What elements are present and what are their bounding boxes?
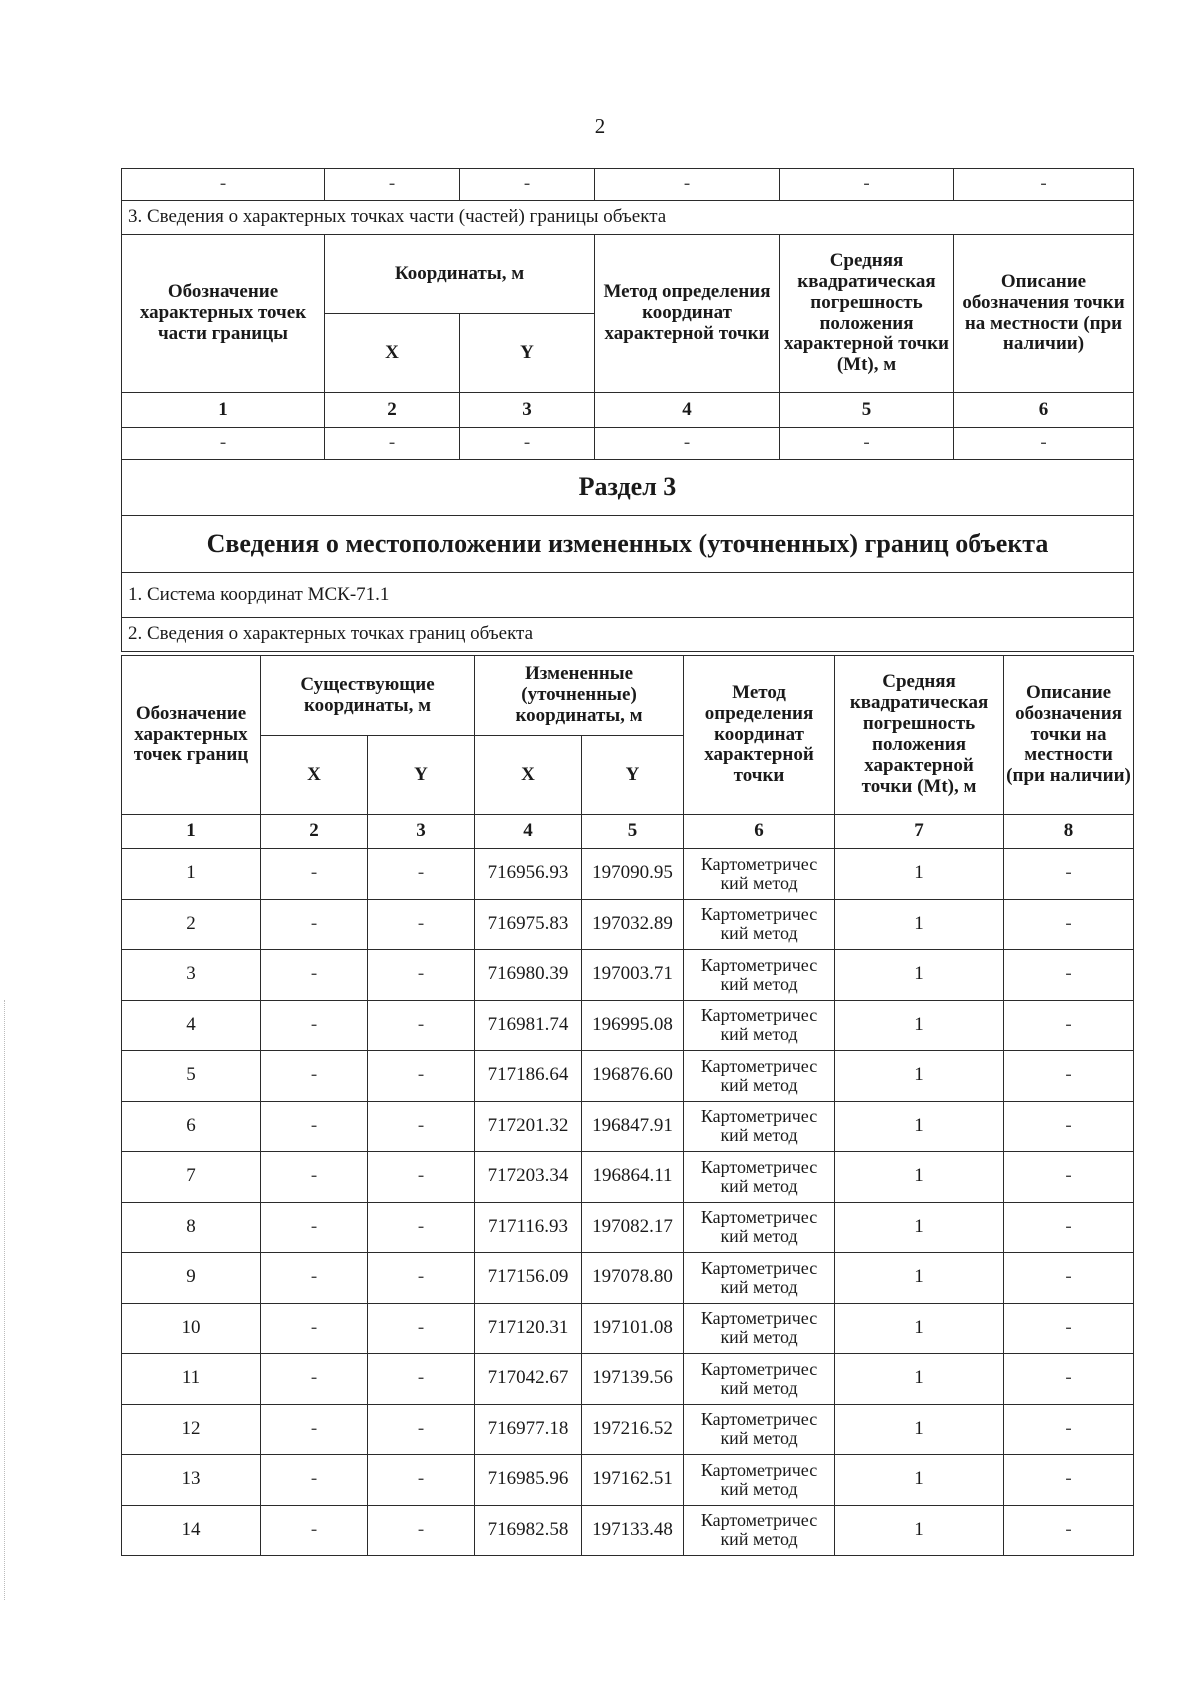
table-row — [122, 1505, 1134, 1556]
error-mt: 1 — [835, 1303, 1004, 1354]
header-method: Метод определения координат характерной точки — [684, 656, 835, 815]
existing-x: - — [261, 1101, 368, 1152]
page-number: 2 — [594, 114, 606, 138]
header-existing-y: Y — [368, 736, 475, 815]
changed-x: 717186.64 — [475, 1051, 582, 1102]
changed-y: 197139.56 — [582, 1354, 684, 1405]
existing-x: - — [261, 950, 368, 1001]
column-number: 8 — [1004, 815, 1134, 849]
existing-x: - — [261, 1404, 368, 1455]
point-number: 9 — [122, 1253, 261, 1304]
changed-y: 197032.89 — [582, 899, 684, 950]
existing-x: - — [261, 1152, 368, 1203]
changed-y: 197216.52 — [582, 1404, 684, 1455]
existing-y: - — [368, 1101, 475, 1152]
column-number-row — [122, 393, 1134, 428]
table-row — [122, 950, 1134, 1001]
existing-y: - — [368, 1202, 475, 1253]
cell: - — [325, 428, 460, 460]
table-row — [122, 1253, 1134, 1304]
existing-y: - — [368, 1505, 475, 1556]
error-mt: 1 — [835, 1051, 1004, 1102]
header-designation: Обозначение характерных точек границ — [122, 656, 261, 815]
point-number: 14 — [122, 1505, 261, 1556]
existing-x: - — [261, 1505, 368, 1556]
table-row — [122, 1303, 1134, 1354]
header-y: Y — [460, 314, 595, 393]
method: Картометричес кий метод — [684, 950, 835, 1001]
description: - — [1004, 899, 1134, 950]
header-error: Средняя квадратическая погрешность положения характерной точки (Mt), м — [780, 235, 954, 393]
changed-x: 716985.96 — [475, 1455, 582, 1506]
header-x: X — [325, 314, 460, 393]
existing-y: - — [368, 1000, 475, 1051]
header-existing-x: X — [261, 736, 368, 815]
existing-y: - — [368, 1051, 475, 1102]
column-number: 1 — [122, 815, 261, 849]
method: Картометричес кий метод — [684, 849, 835, 900]
cell: - — [780, 169, 954, 201]
error-mt: 1 — [835, 1101, 1004, 1152]
method: Картометричес кий метод — [684, 899, 835, 950]
method: Картометричес кий метод — [684, 1202, 835, 1253]
cell: - — [954, 428, 1134, 460]
point-number: 4 — [122, 1000, 261, 1051]
column-number: 4 — [475, 815, 582, 849]
method: Картометричес кий метод — [684, 1152, 835, 1203]
error-mt: 1 — [835, 1455, 1004, 1506]
point-number: 1 — [122, 849, 261, 900]
error-mt: 1 — [835, 1000, 1004, 1051]
description: - — [1004, 1505, 1134, 1556]
column-number: 2 — [325, 393, 460, 428]
table-row — [122, 1101, 1134, 1152]
table-row — [122, 1152, 1134, 1203]
existing-x: - — [261, 1253, 368, 1304]
description: - — [1004, 1051, 1134, 1102]
changed-x: 717201.32 — [475, 1101, 582, 1152]
cell: - — [122, 428, 325, 460]
point-number: 7 — [122, 1152, 261, 1203]
error-mt: 1 — [835, 1404, 1004, 1455]
column-number: 3 — [460, 393, 595, 428]
description: - — [1004, 950, 1134, 1001]
changed-x: 716981.74 — [475, 1000, 582, 1051]
section-title: Раздел 3 — [122, 460, 1134, 516]
existing-x: - — [261, 899, 368, 950]
description: - — [1004, 1354, 1134, 1405]
changed-x: 716956.93 — [475, 849, 582, 900]
method: Картометричес кий метод — [684, 1303, 835, 1354]
changed-x: 717156.09 — [475, 1253, 582, 1304]
error-mt: 1 — [835, 899, 1004, 950]
point-number: 3 — [122, 950, 261, 1001]
point-number: 13 — [122, 1455, 261, 1506]
column-number: 3 — [368, 815, 475, 849]
cell: - — [595, 169, 780, 201]
description: - — [1004, 1152, 1134, 1203]
method: Картометричес кий метод — [684, 1000, 835, 1051]
table-row — [122, 1202, 1134, 1253]
changed-x: 717203.34 — [475, 1152, 582, 1203]
column-number: 6 — [954, 393, 1134, 428]
method: Картометричес кий метод — [684, 1404, 835, 1455]
scan-margin-marks — [4, 1000, 7, 1600]
column-number: 1 — [122, 393, 325, 428]
existing-y: - — [368, 1152, 475, 1203]
description: - — [1004, 1000, 1134, 1051]
header-method: Метод определения координат характерной точки — [595, 235, 780, 393]
changed-y: 197133.48 — [582, 1505, 684, 1556]
existing-y: - — [368, 1354, 475, 1405]
changed-x: 716975.83 — [475, 899, 582, 950]
existing-x: - — [261, 1000, 368, 1051]
dash-row — [122, 169, 1134, 201]
cell: - — [460, 428, 595, 460]
changed-y: 197090.95 — [582, 849, 684, 900]
column-number-row — [122, 815, 1134, 849]
changed-y: 197078.80 — [582, 1253, 684, 1304]
table-row — [122, 1051, 1134, 1102]
changed-y: 196995.08 — [582, 1000, 684, 1051]
point-number: 8 — [122, 1202, 261, 1253]
changed-x: 717042.67 — [475, 1354, 582, 1405]
changed-x: 717120.31 — [475, 1303, 582, 1354]
point-number: 6 — [122, 1101, 261, 1152]
header-error: Средняя квадратическая погрешность положения характерной точки (Mt), м — [835, 656, 1004, 815]
error-mt: 1 — [835, 1152, 1004, 1203]
section-2-3-table — [121, 168, 1134, 652]
column-number: 7 — [835, 815, 1004, 849]
description: - — [1004, 849, 1134, 900]
changed-x: 716982.58 — [475, 1505, 582, 1556]
table-row — [122, 899, 1134, 950]
changed-x: 717116.93 — [475, 1202, 582, 1253]
point-number: 12 — [122, 1404, 261, 1455]
column-number: 5 — [582, 815, 684, 849]
cell: - — [122, 169, 325, 201]
changed-y: 196864.11 — [582, 1152, 684, 1203]
existing-y: - — [368, 1253, 475, 1304]
existing-y: - — [368, 950, 475, 1001]
description: - — [1004, 1404, 1134, 1455]
boundary-points-table — [121, 655, 1134, 1556]
method: Картометричес кий метод — [684, 1354, 835, 1405]
changed-y: 197101.08 — [582, 1303, 684, 1354]
changed-y: 197003.71 — [582, 950, 684, 1001]
method: Картометричес кий метод — [684, 1455, 835, 1506]
table-row — [122, 1404, 1134, 1455]
error-mt: 1 — [835, 950, 1004, 1001]
section3-caption: 3. Сведения о характерных точках части (частей) границы объекта — [122, 201, 1134, 235]
description: - — [1004, 1253, 1134, 1304]
changed-y: 197082.17 — [582, 1202, 684, 1253]
error-mt: 1 — [835, 1505, 1004, 1556]
existing-x: - — [261, 1354, 368, 1405]
header-changed-x: X — [475, 736, 582, 815]
table-row — [122, 1000, 1134, 1051]
table-row — [122, 1354, 1134, 1405]
changed-y: 196847.91 — [582, 1101, 684, 1152]
header-changed-y: Y — [582, 736, 684, 815]
section-subtitle: Сведения о местоположении измененных (уточненных) границ объекта — [122, 516, 1134, 573]
point-number: 2 — [122, 899, 261, 950]
existing-y: - — [368, 849, 475, 900]
table-row — [122, 849, 1134, 900]
header-description: Описание обозначения точки на местности (при наличии) — [954, 235, 1134, 393]
changed-y: 197162.51 — [582, 1455, 684, 1506]
header-existing-coordinates: Существующие координаты, м — [261, 656, 475, 736]
existing-x: - — [261, 1455, 368, 1506]
method: Картометричес кий метод — [684, 1505, 835, 1556]
cell: - — [460, 169, 595, 201]
existing-x: - — [261, 1303, 368, 1354]
error-mt: 1 — [835, 1253, 1004, 1304]
header-changed-coordinates: Измененные (уточненные) координаты, м — [475, 656, 684, 736]
column-number: 4 — [595, 393, 780, 428]
cell: - — [780, 428, 954, 460]
cell: - — [954, 169, 1134, 201]
header-designation: Обозначение характерных точек части границы — [122, 235, 325, 393]
existing-y: - — [368, 899, 475, 950]
existing-x: - — [261, 1202, 368, 1253]
existing-x: - — [261, 1051, 368, 1102]
description: - — [1004, 1202, 1134, 1253]
existing-x: - — [261, 849, 368, 900]
method: Картометричес кий метод — [684, 1101, 835, 1152]
point-number: 10 — [122, 1303, 261, 1354]
method: Картометричес кий метод — [684, 1253, 835, 1304]
existing-y: - — [368, 1303, 475, 1354]
coordinate-system: 1. Система координат МСК-71.1 — [122, 573, 1134, 618]
points-caption: 2. Сведения о характерных точках границ объекта — [122, 618, 1134, 652]
header-description: Описание обозначения точки на местности (при наличии) — [1004, 656, 1134, 815]
error-mt: 1 — [835, 849, 1004, 900]
header-coordinates: Координаты, м — [325, 235, 595, 314]
column-number: 6 — [684, 815, 835, 849]
existing-y: - — [368, 1404, 475, 1455]
description: - — [1004, 1101, 1134, 1152]
column-number: 2 — [261, 815, 368, 849]
point-number: 5 — [122, 1051, 261, 1102]
cell: - — [325, 169, 460, 201]
description: - — [1004, 1455, 1134, 1506]
changed-x: 716980.39 — [475, 950, 582, 1001]
error-mt: 1 — [835, 1202, 1004, 1253]
table-row — [122, 1455, 1134, 1506]
point-number: 11 — [122, 1354, 261, 1405]
existing-y: - — [368, 1455, 475, 1506]
description: - — [1004, 1303, 1134, 1354]
table-row — [122, 428, 1134, 460]
changed-y: 196876.60 — [582, 1051, 684, 1102]
error-mt: 1 — [835, 1354, 1004, 1405]
column-number: 5 — [780, 393, 954, 428]
method: Картометричес кий метод — [684, 1051, 835, 1102]
changed-x: 716977.18 — [475, 1404, 582, 1455]
cell: - — [595, 428, 780, 460]
